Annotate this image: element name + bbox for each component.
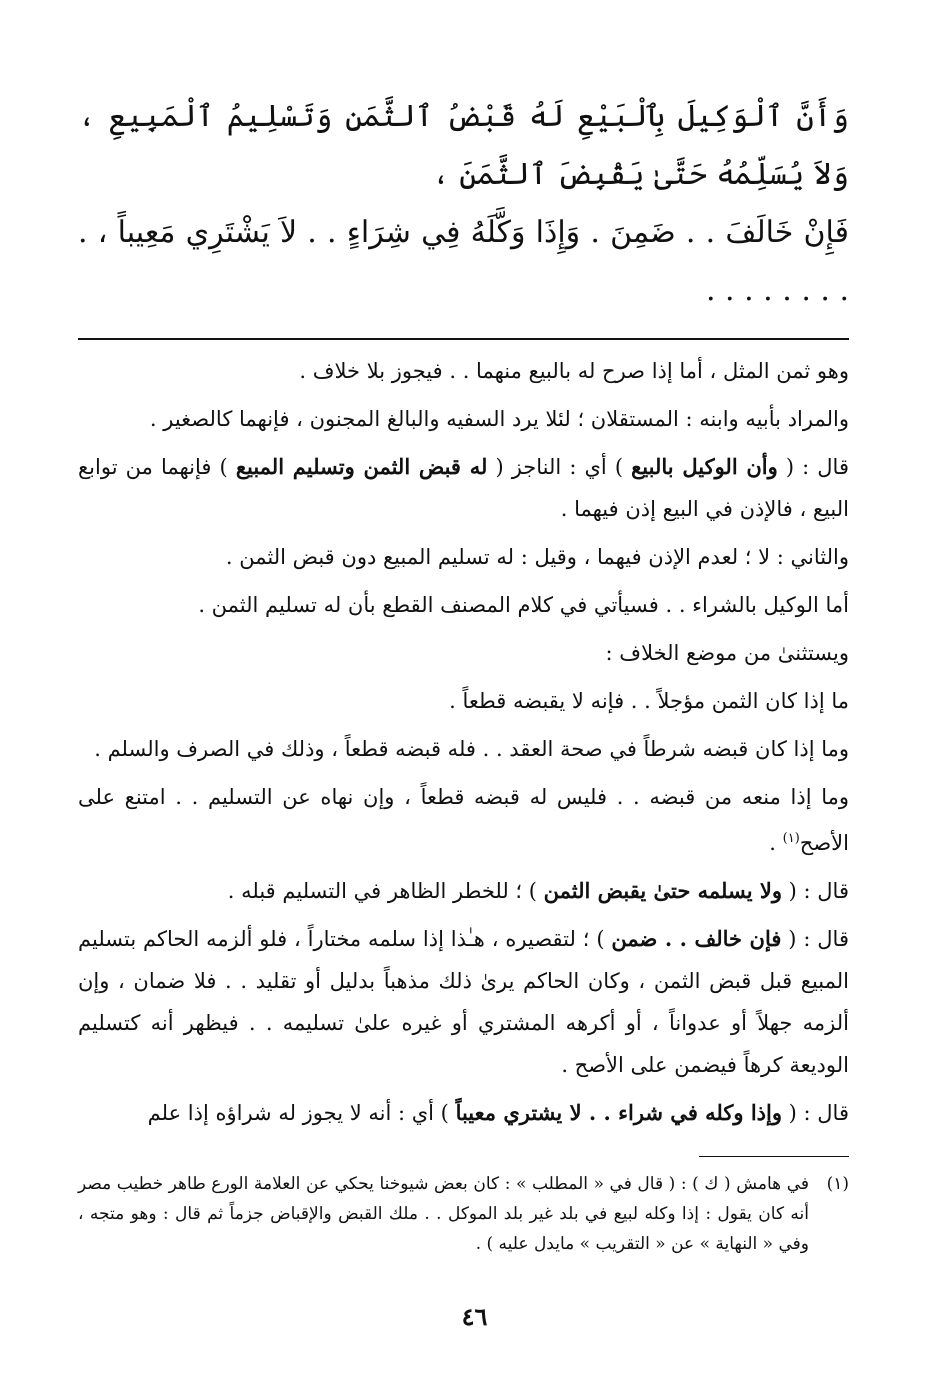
- commentary-paragraph: [78, 776, 849, 864]
- commentary-paragraph: ويستثنىٰ من موضع الخلاف :: [605, 641, 849, 665]
- commentary-paragraph: [78, 918, 849, 1086]
- text-run: وما إذا منعه من قبضه . . فليس له قبضه قطعاً ، وإن نهاه عن التسليم . . امتنع على الأصح: [78, 785, 849, 855]
- matn-line-2: فَإِنْ خَالَفَ . . ضَمِنَ . وَإِذَا وَكَّلَهُ فِي شِرَاءٍ . . لاَ يَشْتَرِي مَعِيباً ، . . . . . . . . .: [78, 215, 849, 308]
- matn-line-1: وَأَنَّ ٱلْوَكِيلَ بِٱلْبَيْعِ لَهُ قَبْضُ ٱلثَّمَنِ وَتَسْلِيمُ ٱلْمَبِيعِ ، وَلاَ يُسَلِّمُهُ حَتَّىٰ يَقْبِضَ ٱلثَّمَنَ ،: [78, 99, 849, 192]
- footnote-text: في هامش ( ك ) : ( قال في « المطلب » : كان بعض شيوخنا يحكي عن العلامة الورع طاهر خطيب مصر أنه كان يقول : إذا وكله لبيع في بلد غير بلد الموكل . . ملك القبض والإقباض جزماً ثم قال : وهو متجه ، وفي « النهاية » عن « التقريب » مايدل عليه ) .: [78, 1174, 809, 1254]
- commentary-paragraph: [78, 1092, 849, 1134]
- footnote-divider: [699, 1156, 849, 1157]
- page-number: ٤٦: [461, 1302, 488, 1331]
- text-run: قال : (: [782, 1101, 849, 1125]
- quoted-matn: فإن خالف . . ضمن: [611, 926, 782, 951]
- commentary-paragraph: وما إذا كان قبضه شرطاً في صحة العقد . . فله قبضه قطعاً ، وذلك في الصرف والسلم .: [94, 737, 849, 761]
- text-run: ) ؛ لتقصيره ، هـٰذا إذا سلمه مختاراً ، فلو ألزمه الحاكم بتسليم المبيع قبل قبض الثمن ، وكان الحاكم يرىٰ ذلك مذهباً بدليل أو تقليد . . فلا ضمان ، وإن ألزمه جهلاً أو عدواناً ، أو أكرهه المشتري أو غيره علىٰ تسليمه . . فيظهر أنه كتسليم الوديعة كرهاً فيضمن على الأصح .: [78, 927, 849, 1077]
- text-run: ) فإنهما من توابع البيع ، فالإذن في البيع إذن فيهما .: [78, 455, 849, 521]
- quoted-matn: وأن الوكيل بالبيع: [631, 454, 778, 479]
- text-run: قال : (: [782, 879, 849, 903]
- quoted-matn: ولا يسلمه حتىٰ يقبض الثمن: [543, 878, 782, 903]
- commentary-paragraph: والمراد بأبيه وابنه : المستقلان ؛ لئلا يرد السفيه والبالغ المجنون ، فإنهما كالصغير .: [149, 407, 849, 431]
- text-run: ) أي : أنه لا يجوز له شراؤه إذا علم: [147, 1101, 456, 1125]
- commentary: [78, 350, 849, 1134]
- text-run: قال : (: [781, 927, 849, 951]
- text-run: ) ؛ للخطر الظاهر في التسليم قبله .: [227, 879, 544, 903]
- quoted-matn: وإذا وكله في شراء . . لا يشتري معيباً: [455, 1100, 782, 1125]
- commentary-paragraph: والثاني : لا ؛ لعدم الإذن فيهما ، وقيل : له تسليم المبيع دون قبض الثمن .: [225, 545, 849, 569]
- text-run: قال : (: [777, 455, 849, 479]
- page-body: [78, 88, 849, 1259]
- commentary-paragraph: أما الوكيل بالشراء . . فسيأتي في كلام المصنف القطع بأن له تسليم الثمن .: [198, 593, 849, 617]
- commentary-paragraph: [78, 446, 849, 530]
- matn-text: [78, 88, 849, 320]
- commentary-paragraph: وهو ثمن المثل ، أما إذا صرح له بالبيع منهما . . فيجوز بلا خلاف .: [299, 359, 849, 383]
- footnote-ref[interactable]: (١): [782, 831, 800, 846]
- text-run: .: [769, 831, 783, 855]
- quoted-matn: له قبض الثمن وتسليم المبيع: [235, 454, 488, 479]
- matn-divider: [78, 338, 849, 340]
- commentary-paragraph: ما إذا كان الثمن مؤجلاً . . فإنه لا يقبضه قطعاً .: [449, 689, 849, 713]
- text-run: ) أي : الناجز (: [487, 455, 632, 479]
- commentary-paragraph: [78, 870, 849, 912]
- footnote-number: (١): [826, 1174, 849, 1194]
- footnote: [78, 1169, 849, 1259]
